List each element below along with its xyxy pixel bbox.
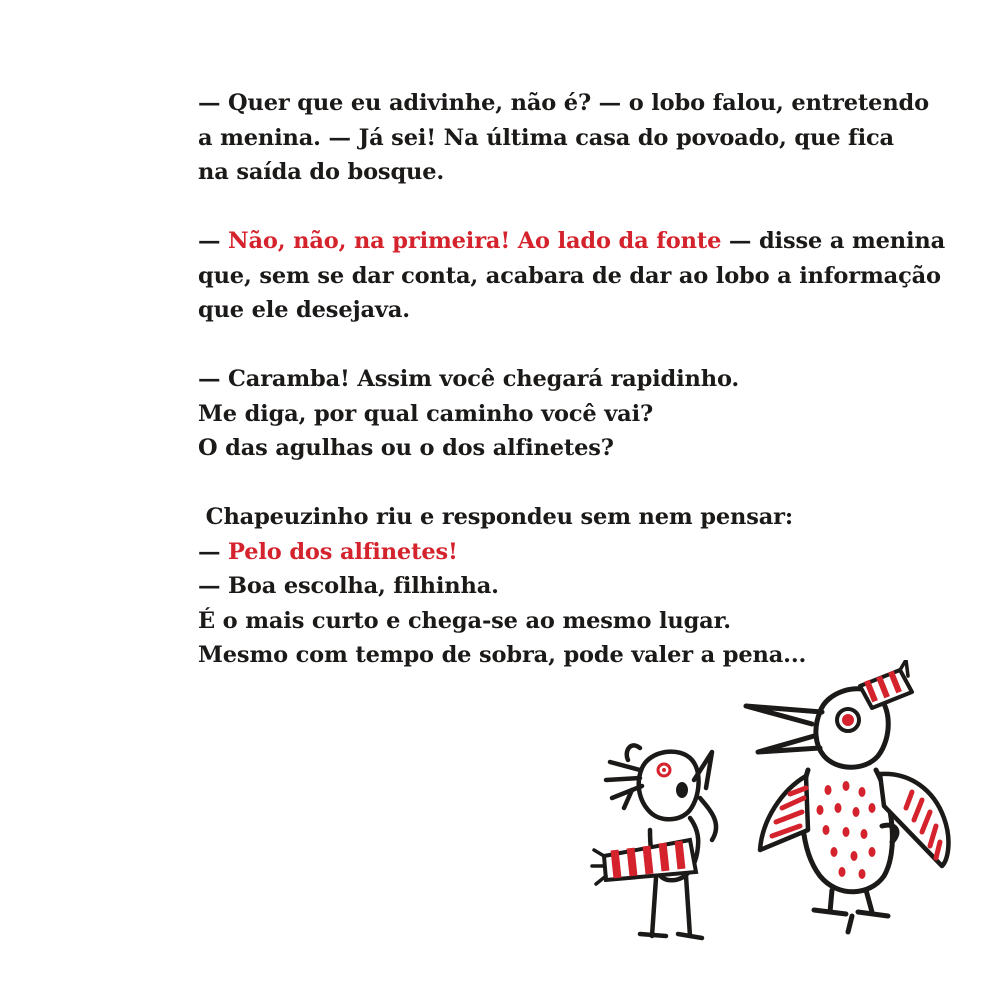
- highlighted-speech: Pelo dos alfinetes!: [228, 538, 458, 565]
- highlighted-speech: Não, não, na primeira! Ao lado da fonte: [228, 228, 722, 254]
- text-line: Mesmo com tempo de sobra, pode valer a pena...: [198, 642, 807, 668]
- paragraph-4: [198, 500, 898, 673]
- text-line: [198, 224, 946, 259]
- text-line: Me diga, por qual caminho você vai?: [198, 400, 654, 427]
- text-line: — Boa escolha, filhinha.: [198, 573, 499, 599]
- paragraph-2: [198, 224, 946, 328]
- text-line: O das agulhas ou o dos alfinetes?: [198, 435, 614, 461]
- striped-hat-icon: [860, 660, 912, 708]
- text-line: — Quer que eu adivinhe, não é? — o lobo falou, entretendo: [198, 90, 929, 116]
- text-line: Chapeuzinho riu e respondeu sem nem pensar:: [198, 504, 794, 530]
- pupil-icon: [662, 768, 666, 772]
- text-line: É o mais curto e chega-se ao mesmo lugar.: [198, 607, 731, 634]
- text-line: — Caramba! Assim você chegará rapidinho.: [198, 366, 740, 392]
- body-spots-icon: [817, 781, 876, 879]
- left-wing-icon: [760, 776, 808, 850]
- story-text: [198, 86, 946, 673]
- text-line: a menina. — Já sei! Na última casa do povoado, que fica: [198, 124, 894, 151]
- dash-prefix: —: [198, 538, 229, 565]
- paragraph-1: [198, 86, 929, 190]
- text-line: que, sem se dar conta, acabara de dar ao lobo a informação: [198, 262, 941, 289]
- text-line: na saída do bosque.: [198, 159, 445, 185]
- paragraph-3: [198, 362, 898, 466]
- birds-illustration: [570, 660, 990, 980]
- beak-icon: [676, 782, 688, 798]
- text-line: [198, 535, 898, 570]
- text-line: que ele desejava.: [198, 297, 410, 323]
- pupil-icon: [842, 714, 854, 726]
- speech-suffix: — disse a menina: [721, 228, 946, 254]
- dash-prefix: —: [198, 228, 229, 254]
